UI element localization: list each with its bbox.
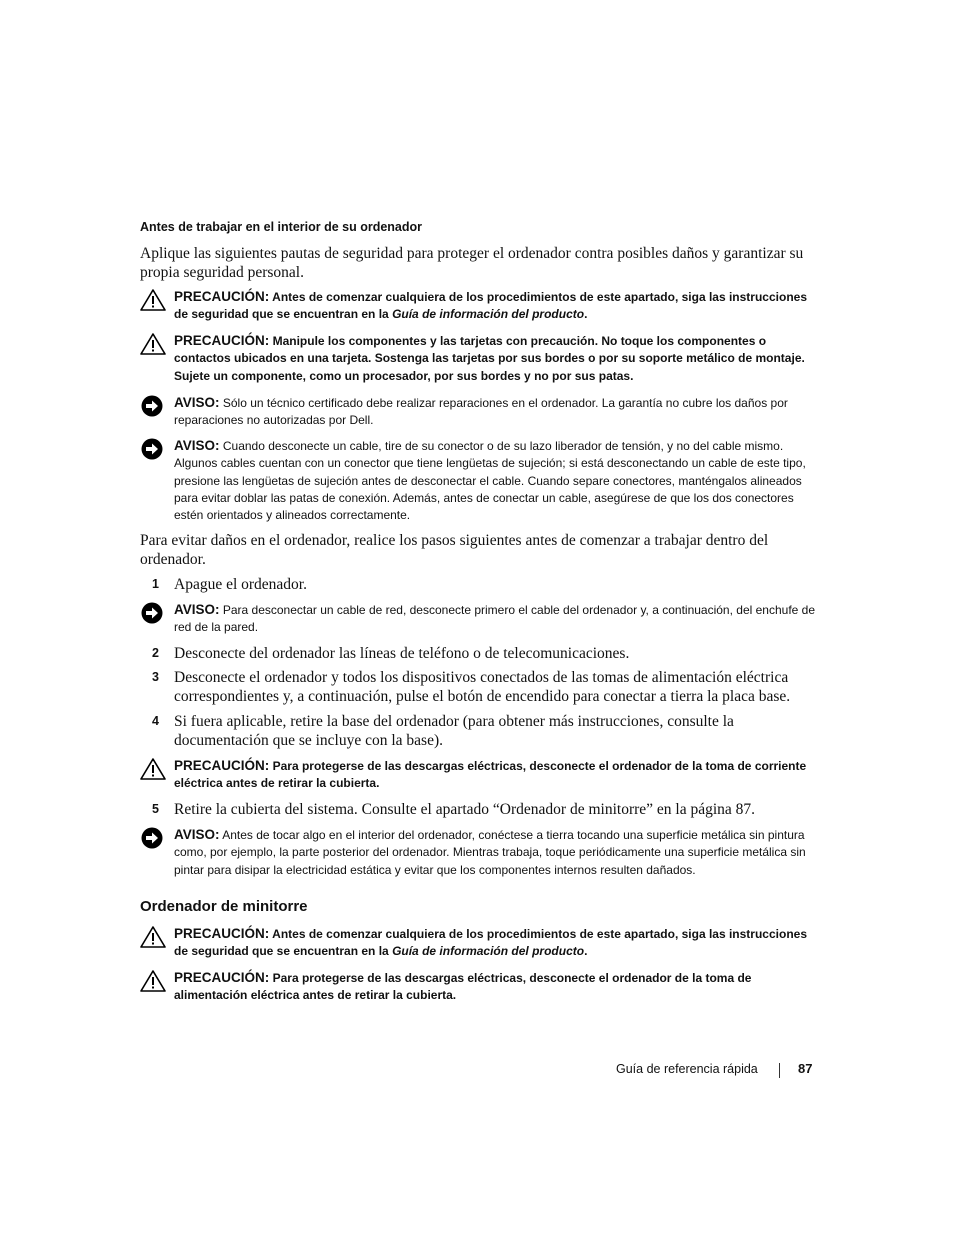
step-text: Desconecte el ordenador y todos los dispositivos conectados de las tomas de alimentación eléctrica correspondientes y, a continuación, pulse el botón de encendido para conectar a tierra la placa base.: [174, 669, 791, 705]
step-text: Desconecte del ordenador las líneas de teléfono o de telecomunicaciones.: [174, 645, 630, 662]
caution-label: PRECAUCIÓN:: [174, 758, 270, 773]
notice-note: [140, 601, 818, 637]
warning-triangle-icon: [140, 757, 166, 781]
notice-note: [140, 826, 818, 879]
notice-text: Antes de tocar algo en el interior del ordenador, conéctese a tierra tocando una superficie metálica sin pintura como, por ejemplo, la parte posterior del ordenador. Mientras trabaja, toque periódicamente una superficie metálica sin pintar para disipar la electricidad estática y evitar que los componentes internos resulten dañados.: [174, 828, 806, 877]
notice-arrow-icon: [140, 437, 166, 461]
caution-text-end: .: [584, 307, 588, 322]
notice-label: AVISO:: [174, 602, 220, 617]
caution-text: Para protegerse de las descargas eléctricas, desconecte el ordenador de la toma de alimentación eléctrica antes de retirar la cubierta.: [174, 971, 752, 1003]
intro-paragraph: Aplique las siguientes pautas de seguridad para proteger el ordenador contra posibles daños y garantizar su propia seguridad personal.: [140, 245, 804, 281]
caution-text: Para protegerse de las descargas eléctricas, desconecte el ordenador de la toma de corriente eléctrica antes de retirar la cubierta.: [174, 759, 807, 791]
product-guide-reference: Guía de información del producto: [392, 944, 585, 959]
list-item: [140, 668, 818, 706]
warning-triangle-icon: [140, 288, 166, 312]
caution-text-end: .: [584, 944, 588, 959]
caution-text: Antes de comenzar cualquiera de los procedimientos de este apartado, siga las instrucciones de seguridad que se encuentran en la: [174, 927, 807, 959]
step-text: Si fuera aplicable, retire la base del ordenador (para obtener más instrucciones, consulte la documentación que se incluye con la base).: [174, 713, 734, 749]
caution-label: PRECAUCIÓN:: [174, 289, 270, 304]
caution-label: PRECAUCIÓN:: [174, 970, 270, 985]
page-number: 87: [798, 1061, 813, 1076]
steps-intro-paragraph: Para evitar daños en el ordenador, realice los pasos siguientes antes de comenzar a trabajar dentro del ordenador.: [140, 532, 769, 568]
step-number: 1: [152, 577, 159, 591]
list-item: [140, 575, 818, 594]
section-title: Antes de trabajar en el interior de su ordenador: [140, 220, 423, 234]
notice-label: AVISO:: [174, 395, 220, 410]
caution-label: PRECAUCIÓN:: [174, 333, 270, 348]
step-number: 3: [152, 670, 159, 684]
notice-note: [140, 437, 818, 524]
product-guide-reference: Guía de información del producto: [392, 307, 585, 322]
caution-note: [140, 332, 818, 385]
list-item: [140, 644, 818, 663]
step-number: 2: [152, 646, 159, 660]
warning-triangle-icon: [140, 332, 166, 356]
list-item: [140, 712, 818, 750]
notice-label: AVISO:: [174, 438, 220, 453]
caution-label: PRECAUCIÓN:: [174, 926, 270, 941]
notice-label: AVISO:: [174, 827, 220, 842]
caution-note: [140, 925, 818, 961]
caution-note: [140, 969, 818, 1005]
notice-text: Cuando desconecte un cable, tire de su conector o de su lazo liberador de tensión, y no del cable mismo. Algunos cables cuentan con un conector que tiene lengüetas de sujeción; si está desconectando un cable de este tipo, presione las lengüetas de sujeción antes de desconectar el cable. Cuando separe conectores, manténgalos alineados para evitar doblar las patas de conexión. Además, antes de conectar un cable, asegúrese de que los dos conectores estén orientados y alineados correctamente.: [174, 439, 806, 523]
footer-divider: [779, 1063, 780, 1078]
notice-text: Sólo un técnico certificado debe realizar reparaciones en el ordenador. La garantía no cubre los daños por reparaciones no autorizadas por Dell.: [174, 396, 788, 428]
notice-text: Para desconectar un cable de red, desconecte primero el cable del ordenador y, a continuación, del enchufe de red de la pared.: [174, 603, 816, 635]
warning-triangle-icon: [140, 925, 166, 949]
notice-note: [140, 394, 818, 430]
caution-note: [140, 288, 818, 324]
notice-arrow-icon: [140, 394, 166, 418]
caution-note: [140, 757, 818, 793]
notice-arrow-icon: [140, 601, 166, 625]
list-item: [140, 800, 818, 819]
footer-title: Guía de referencia rápida: [616, 1062, 758, 1076]
step-text: Apague el ordenador.: [174, 576, 307, 593]
notice-arrow-icon: [140, 826, 166, 850]
warning-triangle-icon: [140, 969, 166, 993]
step-number: 5: [152, 802, 159, 816]
section-heading: Ordenador de minitorre: [140, 898, 308, 915]
step-number: 4: [152, 714, 159, 728]
step-text: Retire la cubierta del sistema. Consulte el apartado “Ordenador de minitorre” en la página 87.: [174, 801, 756, 818]
caution-text: Manipule los componentes y las tarjetas con precaución. No toque los componentes o contactos ubicados en una tarjeta. Sostenga las tarjetas por sus bordes o por su soporte metálico de montaje. Sujete un componente, como un procesador, por sus bordes y no por sus patas.: [174, 334, 805, 383]
caution-text: Antes de comenzar cualquiera de los procedimientos de este apartado, siga las instrucciones de seguridad que se encuentran en la: [174, 290, 807, 322]
